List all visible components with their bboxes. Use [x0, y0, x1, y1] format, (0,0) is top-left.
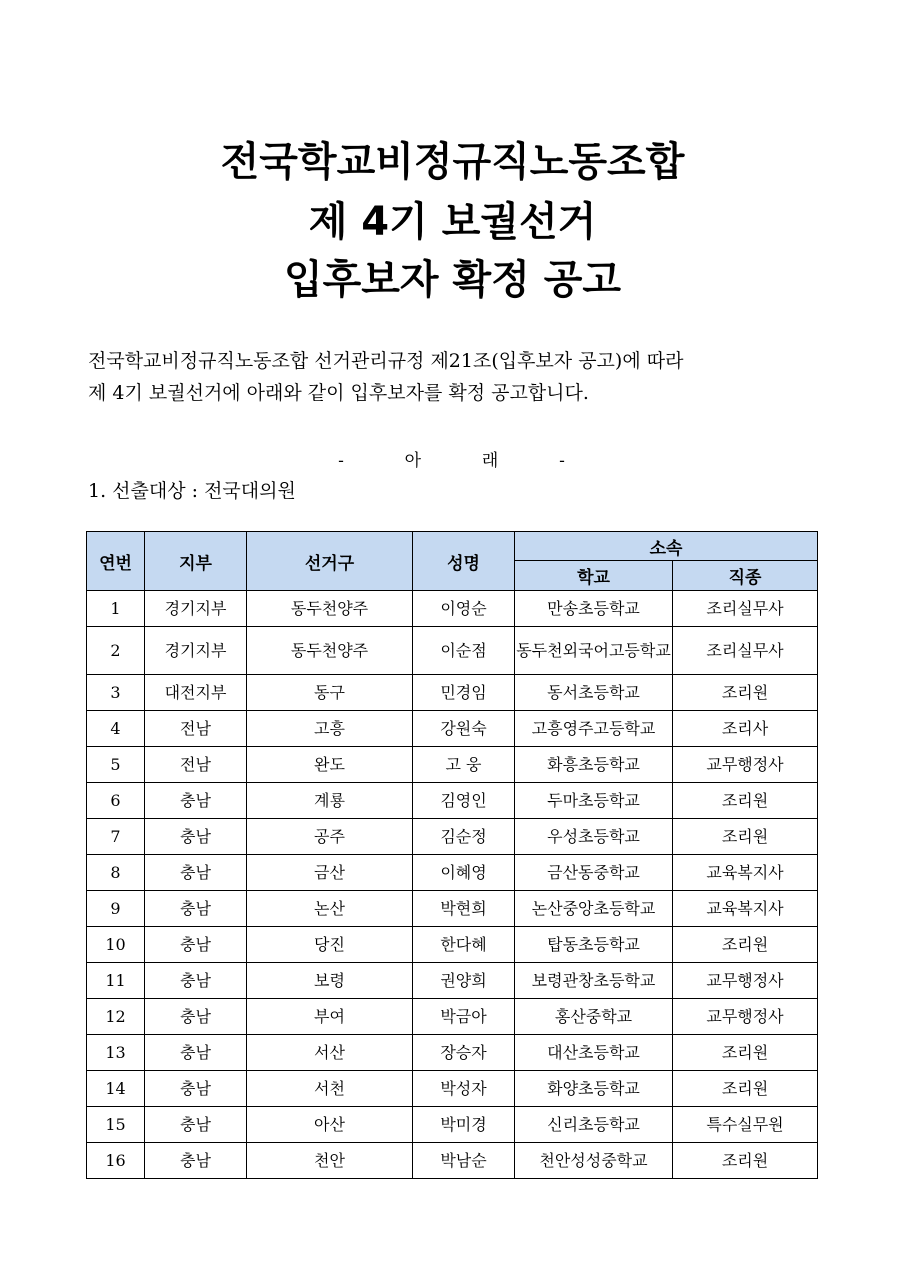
- heading-char-1: 아: [404, 451, 424, 471]
- table-row: [87, 999, 818, 1035]
- table-body: [87, 591, 818, 1179]
- cell-district: 금산: [247, 855, 413, 891]
- cell-job: 조리원: [673, 783, 818, 819]
- table-row: [87, 891, 818, 927]
- table-row: [87, 855, 818, 891]
- cell-district: 서천: [247, 1071, 413, 1107]
- cell-school: 홍산중학교: [515, 999, 673, 1035]
- cell-branch: 충남: [145, 1107, 247, 1143]
- cell-name: 권양희: [413, 963, 515, 999]
- cell-branch: 전남: [145, 711, 247, 747]
- cell-branch: 경기지부: [145, 627, 247, 675]
- cell-school: 우성초등학교: [515, 819, 673, 855]
- header-affiliation: 소속: [515, 532, 818, 561]
- title-line-3: 입후보자 확정 공고: [284, 257, 621, 303]
- cell-branch: 대전지부: [145, 675, 247, 711]
- cell-name: 김순정: [413, 819, 515, 855]
- title-line-1: 전국학교비정규직노동조합: [220, 139, 685, 185]
- cell-district: 동두천양주: [247, 591, 413, 627]
- cell-school: 만송초등학교: [515, 591, 673, 627]
- cell-district: 천안: [247, 1143, 413, 1179]
- heading-dash-right: -: [559, 451, 567, 471]
- header-no: 연번: [87, 532, 145, 591]
- cell-branch: 경기지부: [145, 591, 247, 627]
- cell-district: 완도: [247, 747, 413, 783]
- header-name: 성명: [413, 532, 515, 591]
- cell-district: 동구: [247, 675, 413, 711]
- cell-name: 장승자: [413, 1035, 515, 1071]
- cell-no: 16: [87, 1143, 145, 1179]
- cell-name: 고 웅: [413, 747, 515, 783]
- cell-no: 3: [87, 675, 145, 711]
- cell-branch: 충남: [145, 1071, 247, 1107]
- cell-name: 박현희: [413, 891, 515, 927]
- notice-heading: [0, 446, 905, 471]
- section-heading: 1. 선출대상 : 전국대의원: [88, 480, 296, 502]
- cell-school: 천안성성중학교: [515, 1143, 673, 1179]
- cell-school: 화흥초등학교: [515, 747, 673, 783]
- table-row: [87, 627, 818, 675]
- table-row: [87, 591, 818, 627]
- cell-name: 박남순: [413, 1143, 515, 1179]
- cell-no: 11: [87, 963, 145, 999]
- cell-school: 대산초등학교: [515, 1035, 673, 1071]
- cell-no: 4: [87, 711, 145, 747]
- cell-job: 조리사: [673, 711, 818, 747]
- cell-job: 특수실무원: [673, 1107, 818, 1143]
- table-row: [87, 1035, 818, 1071]
- cell-school: 두마초등학교: [515, 783, 673, 819]
- cell-school: 탑동초등학교: [515, 927, 673, 963]
- intro-line-2: 제 4기 보궐선거에 아래와 같이 입후보자를 확정 공고합니다.: [88, 382, 589, 404]
- header-job: 직종: [673, 561, 818, 591]
- table-row: [87, 963, 818, 999]
- cell-school: 동서초등학교: [515, 675, 673, 711]
- cell-district: 고흥: [247, 711, 413, 747]
- header-branch: 지부: [145, 532, 247, 591]
- cell-district: 공주: [247, 819, 413, 855]
- cell-branch: 충남: [145, 963, 247, 999]
- table-row: [87, 927, 818, 963]
- candidate-table: [86, 531, 818, 1179]
- cell-job: 교무행정사: [673, 999, 818, 1035]
- cell-no: 10: [87, 927, 145, 963]
- cell-district: 당진: [247, 927, 413, 963]
- cell-name: 박금아: [413, 999, 515, 1035]
- table-row: [87, 747, 818, 783]
- cell-district: 보령: [247, 963, 413, 999]
- cell-name: 이영순: [413, 591, 515, 627]
- cell-name: 민경임: [413, 675, 515, 711]
- cell-district: 동두천양주: [247, 627, 413, 675]
- cell-no: 7: [87, 819, 145, 855]
- cell-no: 1: [87, 591, 145, 627]
- cell-branch: 충남: [145, 891, 247, 927]
- cell-job: 조리원: [673, 1143, 818, 1179]
- cell-district: 논산: [247, 891, 413, 927]
- cell-job: 교육복지사: [673, 855, 818, 891]
- table-row: [87, 1071, 818, 1107]
- cell-job: 조리원: [673, 1035, 818, 1071]
- cell-job: 조리실무사: [673, 591, 818, 627]
- cell-job: 조리실무사: [673, 627, 818, 675]
- cell-district: 계룡: [247, 783, 413, 819]
- table-row: [87, 783, 818, 819]
- cell-no: 12: [87, 999, 145, 1035]
- table-row: [87, 711, 818, 747]
- table-row: [87, 1143, 818, 1179]
- table-row: [87, 675, 818, 711]
- cell-school: 신리초등학교: [515, 1107, 673, 1143]
- cell-school: 금산동중학교: [515, 855, 673, 891]
- header-school: 학교: [515, 561, 673, 591]
- cell-job: 조리원: [673, 675, 818, 711]
- cell-name: 박성자: [413, 1071, 515, 1107]
- cell-name: 이순점: [413, 627, 515, 675]
- cell-school: 화양초등학교: [515, 1071, 673, 1107]
- cell-no: 13: [87, 1035, 145, 1071]
- cell-no: 9: [87, 891, 145, 927]
- cell-school: 동두천외국어고등학교: [515, 627, 673, 675]
- cell-no: 8: [87, 855, 145, 891]
- title-line-2: 제 4기 보궐선거: [308, 199, 597, 245]
- cell-no: 2: [87, 627, 145, 675]
- cell-no: 6: [87, 783, 145, 819]
- cell-job: 조리원: [673, 927, 818, 963]
- cell-branch: 충남: [145, 819, 247, 855]
- cell-branch: 충남: [145, 1035, 247, 1071]
- intro-line-1: 전국학교비정규직노동조합 선거관리규정 제21조(입후보자 공고)에 따라: [88, 350, 684, 372]
- header-district: 선거구: [247, 532, 413, 591]
- cell-name: 한다혜: [413, 927, 515, 963]
- cell-no: 15: [87, 1107, 145, 1143]
- cell-name: 김영인: [413, 783, 515, 819]
- cell-job: 교무행정사: [673, 747, 818, 783]
- cell-branch: 충남: [145, 1143, 247, 1179]
- cell-district: 서산: [247, 1035, 413, 1071]
- cell-name: 박미경: [413, 1107, 515, 1143]
- cell-branch: 충남: [145, 855, 247, 891]
- cell-school: 논산중앙초등학교: [515, 891, 673, 927]
- cell-district: 아산: [247, 1107, 413, 1143]
- cell-job: 조리원: [673, 1071, 818, 1107]
- cell-school: 고흥영주고등학교: [515, 711, 673, 747]
- cell-district: 부여: [247, 999, 413, 1035]
- cell-name: 이혜영: [413, 855, 515, 891]
- cell-branch: 전남: [145, 747, 247, 783]
- cell-job: 교육복지사: [673, 891, 818, 927]
- cell-job: 조리원: [673, 819, 818, 855]
- cell-job: 교무행정사: [673, 963, 818, 999]
- cell-name: 강원숙: [413, 711, 515, 747]
- heading-dash-left: -: [338, 451, 346, 471]
- cell-branch: 충남: [145, 783, 247, 819]
- cell-no: 14: [87, 1071, 145, 1107]
- cell-branch: 충남: [145, 999, 247, 1035]
- cell-no: 5: [87, 747, 145, 783]
- table-row: [87, 819, 818, 855]
- cell-school: 보령관창초등학교: [515, 963, 673, 999]
- heading-char-2: 래: [481, 451, 501, 471]
- cell-branch: 충남: [145, 927, 247, 963]
- table-row: [87, 1107, 818, 1143]
